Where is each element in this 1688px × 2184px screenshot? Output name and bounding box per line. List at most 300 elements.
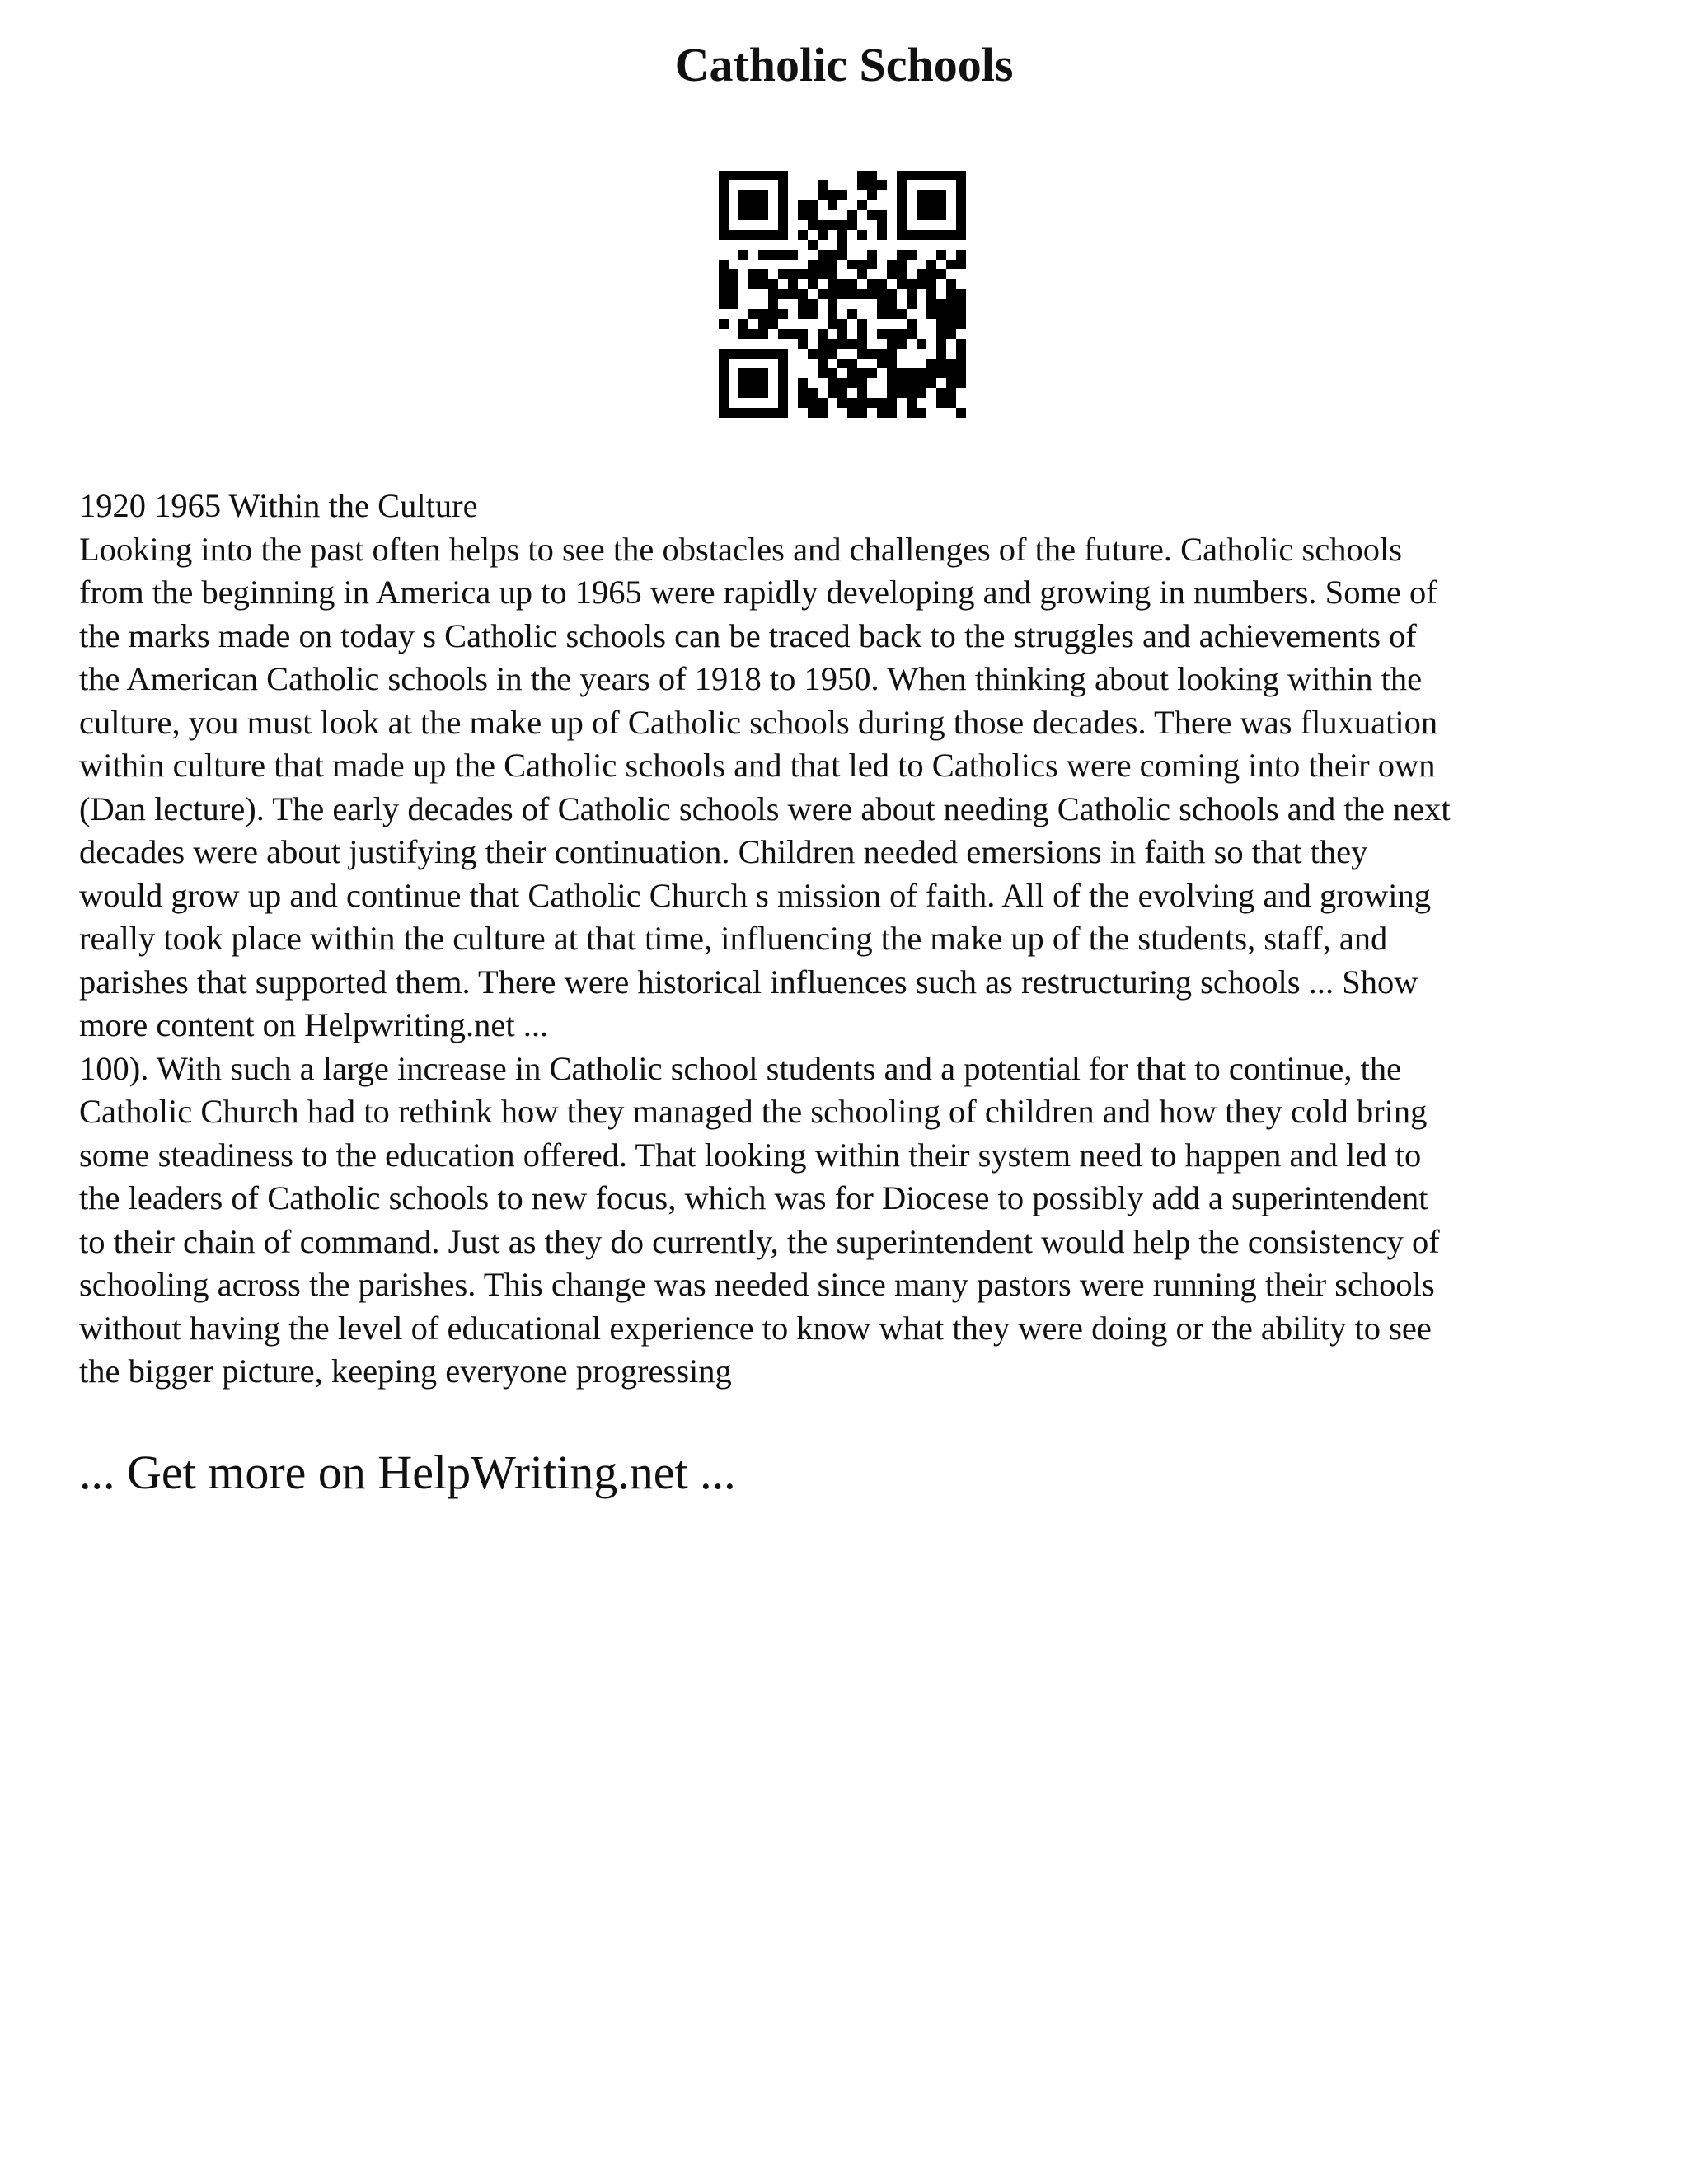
qr-module (926, 299, 936, 309)
qr-module (778, 250, 788, 260)
qr-module (758, 200, 768, 210)
qr-module (897, 230, 907, 240)
qr-module (778, 220, 788, 230)
qr-module (729, 279, 738, 289)
qr-module (758, 368, 768, 378)
qr-module (768, 408, 778, 418)
qr-module (758, 329, 768, 339)
qr-module (719, 200, 729, 210)
qr-module (956, 368, 966, 378)
qr-module (867, 210, 877, 220)
qr-module (936, 250, 946, 260)
qr-module (778, 200, 788, 210)
qr-module (828, 339, 837, 349)
qr-module (907, 408, 917, 418)
qr-module (887, 388, 897, 398)
qr-module (808, 210, 818, 220)
qr-module (867, 260, 877, 269)
qr-module (719, 388, 729, 398)
qr-module (926, 359, 936, 368)
article-body: 1920 1965 Within the Culture Looking into the past often helps to see the obstacles and challenges of the future. Catholic schools from the beginning in America up to 1965 were rapidly developing and growing in numbers. Some of the marks made on today s Catholic schools can be traced back to the struggles and achievements of the American Catholic schools in the years of 1918 to 1950. When thinking about looking within the culture, you must look at the make up of Catholic schools during those decades. There was fluxuation within culture that made up the Catholic schools and that led to Catholics were coming into their own (Dan lecture). The early decades of Catholic schools were about needing Catholic schools and the next decades were about justifying their continuation. Children needed emersions in faith so that they would grow up and continue that Catholic Church s mission of faith. All of the evolving and growing really took place within the culture at that time, influencing the make up of the students, staff, and parishes that supported them. There were historical influences such as restructuring schools ... Show more content on Helpwriting.net ... 100). With such a large increase in Catholic school students and a potential for that to continue, the Catholic Church had to rethink how they managed the schooling of children and how they cold bring some steadiness to the education offered. That looking within their system need to happen and led to the leaders of Catholic schools to new focus, which was for Diocese to possibly add a superintendent to their chain of command. Just as they do currently, the superintendent would help the consistency of schooling across the parishes. This change was needed since many pastors were running their schools without having the level of educational experience to know what they were doing or the ability to see the bigger picture, keeping everyone progressing (79, 487, 1451, 1390)
qr-module (788, 269, 798, 279)
qr-module (738, 349, 748, 359)
qr-module (917, 388, 926, 398)
qr-module (768, 309, 778, 319)
qr-module (877, 408, 887, 418)
qr-module (926, 190, 936, 200)
qr-module (748, 279, 758, 289)
qr-module (778, 269, 788, 279)
qr-module (719, 299, 729, 309)
qr-module (798, 398, 808, 408)
qr-module (758, 250, 768, 260)
qr-module (828, 368, 837, 378)
qr-module (917, 368, 926, 378)
qr-module (828, 269, 837, 279)
qr-module (857, 260, 867, 269)
qr-module (837, 359, 847, 368)
qr-module (867, 349, 877, 359)
qr-module (808, 398, 818, 408)
qr-module (719, 398, 729, 408)
qr-module (719, 279, 729, 289)
qr-module (867, 289, 877, 299)
qr-module (828, 220, 837, 230)
qr-module (798, 230, 808, 240)
qr-module (946, 378, 956, 388)
qr-module (887, 408, 897, 418)
qr-module (877, 180, 887, 190)
qr-module (778, 368, 788, 378)
qr-module (778, 408, 788, 418)
qr-module (818, 339, 828, 349)
qr-module (738, 230, 748, 240)
qr-module (818, 368, 828, 378)
qr-module (956, 190, 966, 200)
qr-module (798, 339, 808, 349)
get-more-link[interactable]: ... Get more on HelpWriting.net ... (79, 1446, 736, 1499)
qr-module (857, 319, 867, 329)
qr-module (729, 269, 738, 279)
qr-module (857, 368, 867, 378)
qr-module (847, 309, 857, 319)
qr-module (837, 388, 847, 398)
qr-module (768, 299, 778, 309)
qr-module (778, 359, 788, 368)
qr-module (897, 309, 907, 319)
qr-module (956, 220, 966, 230)
qr-module (847, 359, 857, 368)
qr-module (897, 190, 907, 200)
qr-module (778, 289, 788, 299)
qr-module (926, 368, 936, 378)
qr-module (936, 269, 946, 279)
qr-module (837, 398, 847, 408)
qr-module (956, 378, 966, 388)
qr-module (818, 408, 828, 418)
qr-module (956, 171, 966, 180)
qr-module (837, 378, 847, 388)
qr-module (719, 408, 729, 418)
qr-module (828, 299, 837, 309)
qr-module (887, 368, 897, 378)
qr-module (738, 378, 748, 388)
qr-module (936, 190, 946, 200)
qr-module (748, 309, 758, 319)
qr-module (729, 289, 738, 299)
qr-module (917, 378, 926, 388)
qr-module (837, 190, 847, 200)
qr-module (738, 319, 748, 329)
qr-module (867, 368, 877, 378)
qr-module (738, 200, 748, 210)
qr-module (719, 368, 729, 378)
qr-module (818, 329, 828, 339)
qr-module (897, 200, 907, 210)
qr-module (808, 269, 818, 279)
qr-module (738, 329, 748, 339)
qr-module (808, 309, 818, 319)
qr-module (778, 349, 788, 359)
qr-module (857, 408, 867, 418)
qr-module (818, 289, 828, 299)
qr-module (946, 359, 956, 368)
qr-module (828, 250, 837, 260)
qr-module (956, 289, 966, 299)
qr-module (946, 319, 956, 329)
qr-module (788, 329, 798, 339)
qr-module (818, 190, 828, 200)
qr-module (798, 309, 808, 319)
qr-module (907, 230, 917, 240)
qr-module (738, 408, 748, 418)
qr-module (917, 339, 926, 349)
qr-module (877, 398, 887, 408)
qr-module (917, 200, 926, 210)
qr-module (956, 339, 966, 349)
qr-module (768, 349, 778, 359)
qr-module (798, 200, 808, 210)
page-title: Catholic Schools (674, 38, 1014, 91)
qr-module (729, 230, 738, 240)
qr-module (936, 368, 946, 378)
qr-module (877, 349, 887, 359)
qr-module (768, 171, 778, 180)
qr-module (867, 398, 877, 408)
qr-module (778, 309, 788, 319)
qr-module (917, 269, 926, 279)
qr-module (778, 378, 788, 388)
qr-module (917, 279, 926, 289)
qr-module (907, 329, 917, 339)
qr-module (946, 329, 956, 339)
qr-module (818, 230, 828, 240)
qr-module (719, 171, 729, 180)
qr-module (847, 378, 857, 388)
qr-module (887, 398, 897, 408)
qr-module (867, 279, 877, 289)
qr-module (729, 299, 738, 309)
qr-module (946, 398, 956, 408)
qr-module (936, 200, 946, 210)
qr-module (847, 408, 857, 418)
qr-module (857, 329, 867, 339)
qr-module (748, 388, 758, 398)
qr-module (778, 230, 788, 240)
qr-module (748, 269, 758, 279)
qr-module (877, 289, 887, 299)
qr-module (729, 408, 738, 418)
qr-module (907, 289, 917, 299)
qr-module (946, 230, 956, 240)
qr-module (768, 289, 778, 299)
qr-module (748, 190, 758, 200)
qr-module (818, 359, 828, 368)
qr-module (828, 319, 837, 329)
qr-module (887, 269, 897, 279)
qr-module (867, 250, 877, 260)
qr-module (867, 171, 877, 180)
qr-module (748, 349, 758, 359)
qr-module (808, 200, 818, 210)
qr-module (887, 299, 897, 309)
qr-module (907, 171, 917, 180)
qr-module (926, 260, 936, 269)
qr-module (887, 309, 897, 319)
qr-module (828, 289, 837, 299)
qr-module (857, 230, 867, 240)
qr-module (857, 349, 867, 359)
qr-module (956, 319, 966, 329)
qr-module (758, 349, 768, 359)
qr-module (926, 279, 936, 289)
qr-module (798, 329, 808, 339)
qr-module (837, 240, 847, 250)
qr-module (738, 388, 748, 398)
qr-module (956, 250, 966, 260)
qr-module (857, 398, 867, 408)
qr-module (719, 319, 729, 329)
qr-module (857, 378, 867, 388)
qr-module (936, 230, 946, 240)
qr-module (907, 299, 917, 309)
qr-module (936, 210, 946, 220)
qr-module (758, 378, 768, 388)
qr-module (837, 289, 847, 299)
qr-module (719, 289, 729, 299)
qr-module (828, 309, 837, 319)
qr-module (946, 289, 956, 299)
qr-module (719, 180, 729, 190)
qr-module (758, 319, 768, 329)
qr-module (936, 299, 946, 309)
qr-module (946, 309, 956, 319)
qr-module (847, 220, 857, 230)
qr-module (808, 220, 818, 230)
qr-module (926, 210, 936, 220)
qr-module (887, 359, 897, 368)
qr-module (917, 230, 926, 240)
qr-module (946, 299, 956, 309)
qr-module (847, 368, 857, 378)
qr-module (837, 329, 847, 339)
qr-module (837, 279, 847, 289)
qr-module (719, 359, 729, 368)
qr-module (877, 210, 887, 220)
qr-module (828, 200, 837, 210)
qr-module (897, 388, 907, 398)
qr-module (788, 289, 798, 299)
qr-module (936, 349, 946, 359)
qr-module (818, 269, 828, 279)
qr-module (887, 349, 897, 359)
qr-module (917, 408, 926, 418)
qr-module (897, 279, 907, 289)
qr-module (887, 260, 897, 269)
qr-module (897, 368, 907, 378)
qr-module (729, 171, 738, 180)
qr-module (956, 230, 966, 240)
qr-module (946, 368, 956, 378)
qr-module (926, 289, 936, 299)
qr-module (897, 171, 907, 180)
qr-module (956, 408, 966, 418)
qr-module (748, 368, 758, 378)
qr-module (828, 279, 837, 289)
qr-module (887, 329, 897, 339)
qr-module (887, 289, 897, 299)
qr-module (758, 309, 768, 319)
qr-module (719, 190, 729, 200)
qr-module (768, 250, 778, 260)
qr-module (897, 329, 907, 339)
qr-module (956, 210, 966, 220)
qr-module (738, 171, 748, 180)
qr-module (818, 260, 828, 269)
qr-module (877, 279, 887, 289)
qr-module (926, 378, 936, 388)
qr-module (897, 250, 907, 260)
qr-module (818, 220, 828, 230)
qr-module (758, 279, 768, 289)
qr-module (758, 210, 768, 220)
qr-module (818, 349, 828, 359)
qr-module (778, 329, 788, 339)
qr-module (808, 260, 818, 269)
qr-module (887, 339, 897, 349)
qr-module (758, 190, 768, 200)
qr-module (907, 279, 917, 289)
qr-module (748, 230, 758, 240)
qr-module (778, 180, 788, 190)
qr-module (748, 329, 758, 339)
qr-module (897, 220, 907, 230)
qr-module (798, 210, 808, 220)
qr-module (917, 210, 926, 220)
qr-module (926, 171, 936, 180)
qr-module (867, 180, 877, 190)
qr-module (719, 269, 729, 279)
qr-module (877, 230, 887, 240)
qr-module (897, 210, 907, 220)
qr-module (847, 210, 857, 220)
qr-module (946, 279, 956, 289)
qr-module (936, 388, 946, 398)
qr-module (798, 299, 808, 309)
qr-module (956, 180, 966, 190)
qr-module (808, 388, 818, 398)
qr-module (857, 200, 867, 210)
qr-module (936, 309, 946, 319)
qr-module (818, 250, 828, 260)
qr-module (877, 299, 887, 309)
qr-module (758, 408, 768, 418)
qr-module (857, 388, 867, 398)
qr-module (768, 230, 778, 240)
qr-module (798, 269, 808, 279)
qr-module (907, 319, 917, 329)
qr-module (926, 230, 936, 240)
qr-module (847, 260, 857, 269)
qr-module (847, 279, 857, 289)
qr-module (926, 309, 936, 319)
qr-module (936, 171, 946, 180)
qr-module (778, 210, 788, 220)
qr-module (907, 388, 917, 398)
qr-module (788, 279, 798, 289)
qr-module (946, 260, 956, 269)
qr-code-icon (719, 171, 966, 418)
qr-module (837, 319, 847, 329)
qr-module (837, 250, 847, 260)
qr-module (956, 299, 966, 309)
qr-module (837, 230, 847, 240)
qr-module (897, 269, 907, 279)
qr-module (837, 220, 847, 230)
qr-module (946, 171, 956, 180)
qr-module (788, 250, 798, 260)
qr-module (748, 408, 758, 418)
qr-module (828, 388, 837, 398)
qr-module (847, 289, 857, 299)
qr-module (936, 329, 946, 339)
qr-module (719, 349, 729, 359)
qr-module (897, 180, 907, 190)
qr-module (778, 398, 788, 408)
qr-module (719, 378, 729, 388)
qr-module (907, 378, 917, 388)
qr-module (798, 388, 808, 398)
qr-module (847, 339, 857, 349)
qr-module (907, 368, 917, 378)
qr-module (956, 359, 966, 368)
qr-module (768, 279, 778, 289)
qr-module (877, 220, 887, 230)
qr-module (956, 349, 966, 359)
qr-module (847, 398, 857, 408)
qr-module (738, 210, 748, 220)
qr-module (837, 339, 847, 349)
qr-module (758, 269, 768, 279)
qr-module (748, 378, 758, 388)
qr-module (917, 171, 926, 180)
qr-module (857, 180, 867, 190)
qr-module (897, 260, 907, 269)
qr-module (907, 398, 917, 408)
qr-module (936, 339, 946, 349)
qr-module (818, 180, 828, 190)
qr-module (956, 309, 966, 319)
